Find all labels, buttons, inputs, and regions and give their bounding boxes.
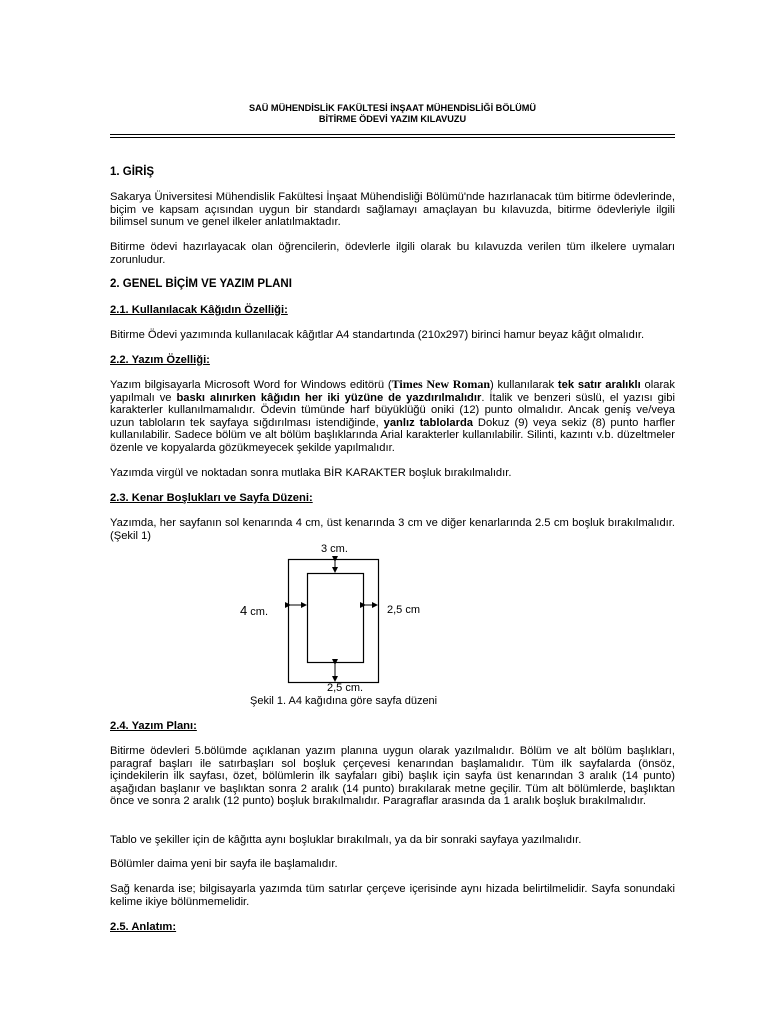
paragraph: Sakarya Üniversitesi Mühendislik Fakültesi İnşaat Mühendisliği Bölümü'nde hazırlanacak tüm bitirme ödevlerinde, biçim ve kapsam açısından uygun bir standardı sağlamayı amaçlayan bu kılavuzda, bitirme ödevleriyle ilgili bilimsel sunum ve genel ilkeler anlatılmaktadır. [110, 191, 675, 229]
paragraph: Yazımda, her sayfanın sol kenarında 4 cm, üst kenarında 3 cm ve diğer kenarlarında 2.5 cm boşluk bırakılmalıdır. (Şekil 1) [110, 517, 675, 542]
paragraph: Bitirme ödevi hazırlayacak olan öğrencilerin, ödevlerle ilgili olarak bu kılavuzda verilen tüm ilkelere uymaları zorunludur. [110, 241, 675, 266]
document-header [110, 103, 675, 125]
figure-label-right: 2,5 cm [387, 604, 421, 616]
text-area-outline [308, 574, 364, 663]
header-line-1: SAÜ MÜHENDİSLİK FAKÜLTESİ İNŞAAT MÜHENDİSLİĞİ BÖLÜMÜ [248, 103, 537, 113]
figure-label-left-number: 4 [240, 603, 248, 618]
paragraph: Sağ kenarda ise; bilgisayarla yazımda tüm satırlar çerçeve içerisinde aynı hizada belirtilmelidir. Sayfa sonundaki kelime ikiye bölünmemelidir. [110, 883, 675, 908]
header-line-2: BİTİRME ÖDEVİ YAZIM KILAVUZU [318, 114, 467, 124]
paragraph: Bitirme Ödevi yazımında kullanılacak kâğıtlar A4 standartında (210x297) birinci hamur beyaz kâğıt olmalıdır. [110, 329, 645, 341]
text-span: Yazım bilgisayarla Microsoft Word for Windows editörü ( [110, 379, 392, 391]
page-layout-figure [280, 555, 390, 690]
text-span: . İtalik ve benzeri süslü, el yazısı gibi karakterler kullanılmamalıdır. Ödevin tümünde harf büyüklüğü oniki (12) punto olmalıdır. Ancak geniş ve/veya uzun tabloların tek sayfaya sığdırılması istendiğinde, [110, 391, 675, 429]
paragraph: Bitirme ödevleri 5.bölümde açıklanan yazım planına uygun olarak yazılmalıdır. Bölüm ve alt bölüm başlıkları, paragraf başları ile satırbaşları sol boşluk çerçevesi kenarından başlamalıdır. Tüm ilk sayfalarda (önsöz, içindekilerin ilk sayfası, özet, bölümlerin ilk sayfaları gibi) başlık için sayfa üst kenarından 3 aralık (14 punto) aşağıdan başlanır ve başlıktan sonra 2 aralık (14 punto) bırakılarak metne geçilir. Tüm alt bölümlerde, başlıktan önce ve sonra 2 aralık (12 punto) boşluk bırakılmalıdır. Paragraflar arasında da 1 aralık boşluk bırakılmalıdır. [110, 745, 675, 808]
emphasis-text: tek satır aralıklı [557, 379, 641, 391]
figure-caption: Şekil 1. A4 kağıdına göre sayfa düzeni [250, 695, 438, 707]
header-divider [110, 134, 675, 138]
emphasis-text: baskı alınırken kâğıdın her iki yüzüne de yazdırılmalıdır [176, 391, 482, 404]
page-outline [289, 560, 379, 683]
subsection-2-5-title: 2.5. Anlatım: [110, 921, 177, 933]
figure-label-left [240, 603, 268, 618]
subsection-2-4-title: 2.4. Yazım Planı: [110, 720, 197, 732]
figure-label-top: 3 cm. [321, 543, 348, 555]
subsection-2-1-title: 2.1. Kullanılacak Kâğıdın Özelliği: [110, 304, 288, 316]
paragraph: Yazımda virgül ve noktadan sonra mutlaka BİR KARAKTER boşluk bırakılmalıdır. [110, 467, 512, 479]
font-name: Times New Roman [391, 377, 491, 391]
figure-label-left-unit: cm. [247, 606, 269, 618]
paragraph: Tablo ve şekiller için de kâğıtta aynı boşluklar bırakılmalı, ya da bir sonraki sayfaya yazılmalıdır. [110, 834, 582, 846]
figure-label-bottom: 2,5 cm. [327, 682, 364, 694]
text-span: Dokuz (9) veya sekiz (8) punto harfler kullanılabilir. Sadece bölüm ve alt bölüm başlıklarında Arial karakterler kullanılabilir. Silinti, kazıntı v.b. düzeltmeler özenle ve kopyalarda gözükmeyecek şekilde yapılmalıdır. [110, 416, 675, 454]
subsection-2-3-title: 2.3. Kenar Boşlukları ve Sayfa Düzeni: [110, 492, 313, 504]
emphasis-text: yanlız tablolarda [383, 416, 474, 429]
subsection-2-2-title: 2.2. Yazım Özelliği: [110, 354, 210, 366]
section-2-title: 2. GENEL BİÇİM VE YAZIM PLANI [110, 278, 292, 290]
text-span: ) kullanılarak [490, 379, 558, 391]
section-1-title: 1. GİRİŞ [110, 166, 155, 178]
text-span: olarak yapılmalı ve [110, 379, 675, 404]
paragraph [110, 378, 675, 455]
paragraph: Bölümler daima yeni bir sayfa ile başlamalıdır. [110, 858, 338, 870]
